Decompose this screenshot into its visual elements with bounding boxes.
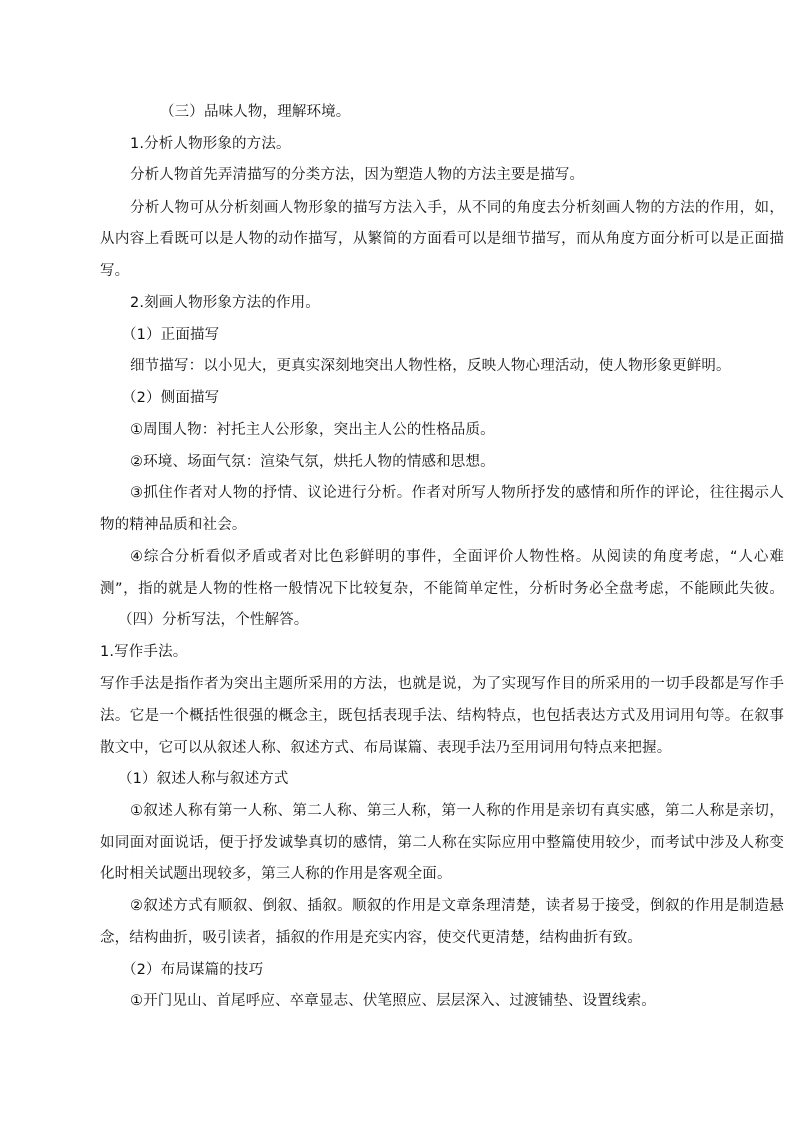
paragraph-line: ①叙述人称有第一人称、第二人称、第三人称，第一人称的作用是亲切有真实感，第二人称是亲切， <box>130 803 784 819</box>
paragraph-line: 写作手法是指作者为突出主题所采用的方法，也就是说，为了实现写作目的所采用的一切手段都是写作手 <box>100 676 784 692</box>
paragraph-line: 测”，指的就是人物的性格一般情况下比较复杂，不能简单定性，分析时务必全盘考虑，不能顾此失彼。 <box>100 581 784 597</box>
paragraph-line: ②环境、场面气氛：渲染气氛，烘托人物的情感和思想。 <box>130 454 495 470</box>
item-heading-narrative-person: （1）叙述人称与叙述方式 <box>118 771 289 787</box>
section-heading-three: （三）品味人物，理解环境。 <box>160 104 351 120</box>
paragraph-line: 如同面对面说话，便于抒发诚挚真切的感情，第二人称在实际应用中整篇使用较少，而考试中涉及人称变 <box>100 835 784 851</box>
paragraph-line: 写。 <box>100 263 130 279</box>
paragraph-line: 念，结构曲折，吸引读者，插叙的作用是充实内容，使交代更清楚，结构曲折有致。 <box>100 930 643 946</box>
subheading-writing-techniques: 1.写作手法。 <box>100 644 188 660</box>
paragraph-line: ①开门见山、首尾呼应、卒章显志、伏笔照应、层层深入、过渡铺垫、设置线索。 <box>130 993 656 1009</box>
paragraph-line: 化时相关试题出现较多，第三人称的作用是客观全面。 <box>100 866 452 882</box>
paragraph-line: 物的精神品质和社会。 <box>100 517 247 533</box>
paragraph-line: ④综合分析看似矛盾或者对比色彩鲜明的事件，全面评价人物性格。从阅读的角度考虑，“人心难 <box>130 549 784 565</box>
paragraph-line: 散文中，它可以从叙述人称、叙述方式、布局谋篇、表现手法乃至用词用句特点来把握。 <box>100 740 672 756</box>
paragraph-line: 法。它是一个概括性很强的概念主，既包括表现手法、结构特点，也包括表达方式及用词用句等。在叙事 <box>100 708 784 724</box>
subheading-character-methods: 1.分析人物形象的方法。 <box>130 136 291 152</box>
item-heading-direct: （1）正面描写 <box>122 327 220 343</box>
paragraph-line: 分析人物首先弄清描写的分类方法，因为塑造人物的方法主要是描写。 <box>130 167 585 183</box>
paragraph-line: 分析人物可从分析刻画人物形象的描写方法入手，从不同的角度去分析刻画人物的方法的作用，如， <box>130 200 784 216</box>
paragraph-line: 从内容上看既可以是人物的动作描写，从繁简的方面看可以是细节描写，而从角度方面分析可以是正面描 <box>100 231 784 247</box>
item-heading-indirect: （2）侧面描写 <box>122 390 220 406</box>
paragraph-line: 细节描写：以小见大，更真实深刻地突出人物性格，反映人物心理活动，使人物形象更鲜明。 <box>130 358 731 374</box>
item-heading-layout: （2）布局谋篇的技巧 <box>122 962 264 978</box>
section-heading-four: （四）分析写法，个性解答。 <box>118 612 309 628</box>
paragraph-line: ②叙述方式有顺叙、倒叙、插叙。顺叙的作用是文章条理清楚，读者易于接受，倒叙的作用是制造悬 <box>130 898 784 914</box>
subheading-method-effects: 2.刻画人物形象方法的作用。 <box>130 295 320 311</box>
paragraph-line: ①周围人物：衬托主人公形象，突出主人公的性格品质。 <box>130 422 495 438</box>
paragraph-line: ③抓住作者对人物的抒情、议论进行分析。作者对所写人物所抒发的感情和所作的评论，往往揭示人 <box>130 485 784 501</box>
